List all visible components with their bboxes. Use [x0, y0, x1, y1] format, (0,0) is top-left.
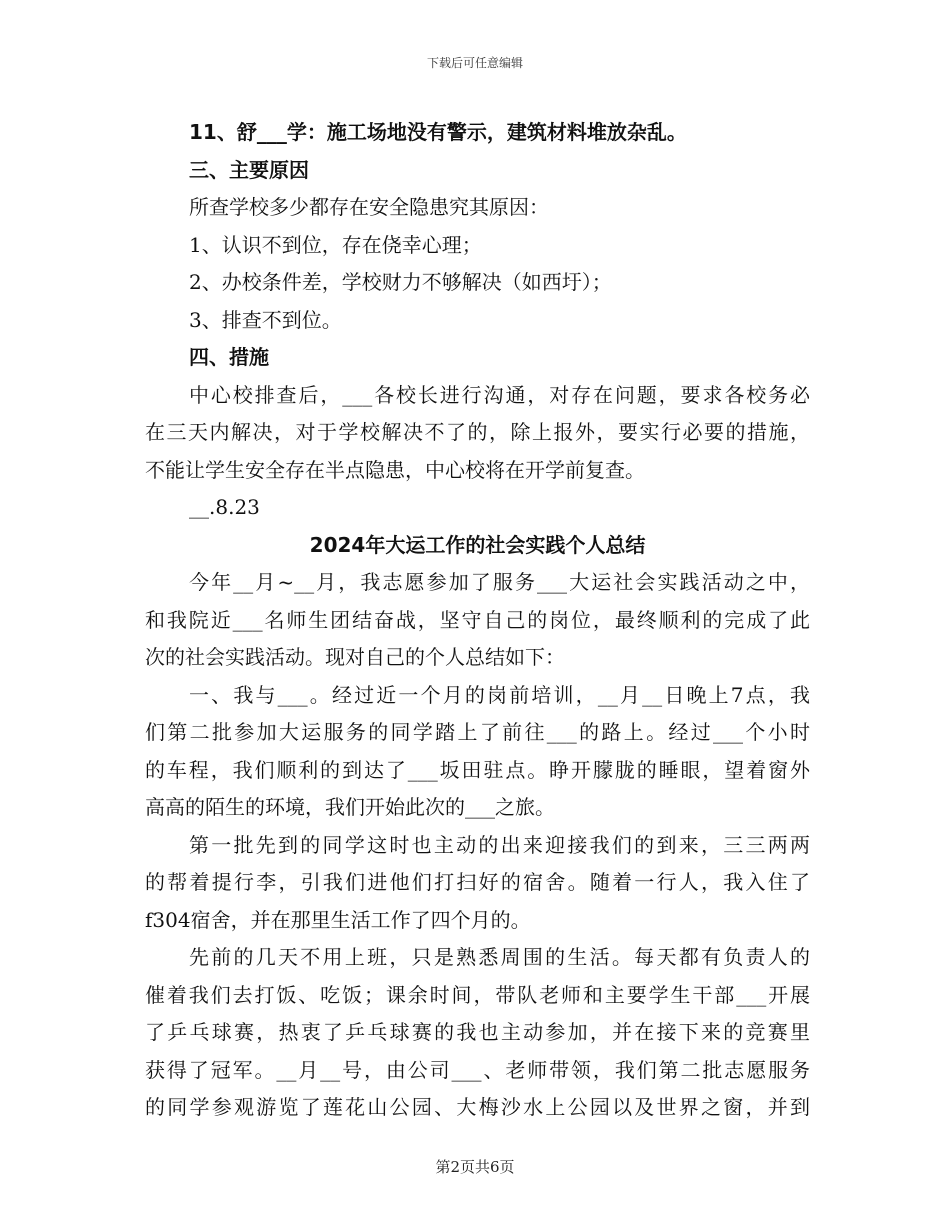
text-line: 四、措施 [189, 345, 269, 369]
text-line: 三、主要原因 [189, 157, 309, 182]
text-line: 催着我们去打饭、吃饭；课余时间，带队老师和主要学生干部___开展 [145, 982, 810, 1007]
text-line: 的帮着提行李，引我们进他们打扫好的宿舍。随着一行人，我入住了 [145, 870, 810, 894]
text-line: 3、排查不到位。 [189, 307, 342, 332]
text-line: 先前的几天不用上班，只是熟悉周围的生活。每天都有负责人的 [189, 945, 810, 969]
text-line: 高高的陌生的环境，我们开始此次的___之旅。 [145, 795, 555, 819]
page-footer: 第2页共6页 [435, 1158, 515, 1176]
document-title: 2024年大运工作的社会实践个人总结 [309, 532, 646, 557]
page-header: 下载后可任意编辑 [426, 56, 523, 70]
text-line: 今年__月~__月，我志愿参加了服务___大运社会实践活动之中， [189, 570, 810, 594]
text-line: 2、办校条件差，学校财力不够解决（如西圩）； [189, 270, 612, 294]
text-line: f304宿舍，并在那里生活工作了四个月的。 [145, 907, 531, 932]
text-line: 不能让学生安全存在半点隐患，中心校将在开学前复查。 [145, 457, 645, 482]
text-line: 一、我与___。经过近一个月的岗前培训，__月__日晚上7点，我 [189, 682, 810, 707]
document-body [145, 114, 810, 1127]
text-line: 们第二批参加大运服务的同学踏上了前往___的路上。经过___个小时 [145, 720, 810, 744]
text-line: 1、认识不到位，存在侥幸心理； [189, 232, 482, 257]
text-line: 的同学参观游览了莲花山公园、大梅沙水上公园以及世界之窗，并到 [145, 1095, 810, 1119]
text-line: 和我院近___名师生团结奋战，坚守自己的岗位，最终顺利的完成了此 [145, 607, 810, 632]
text-line: 第一批先到的同学这时也主动的出来迎接我们的到来，三三两两 [189, 832, 810, 857]
text-line: 在三天内解决，对于学校解决不了的，除上报外，要实行必要的措施， [145, 420, 810, 444]
text-line: 的车程，我们顺利的到达了___坂田驻点。睁开朦胧的睡眼，望着窗外 [145, 757, 810, 782]
text-line: 11、舒___学：施工场地没有警示，建筑材料堆放杂乱。 [189, 120, 687, 144]
text-line: 了乒乓球赛，热衷了乒乓球赛的我也主动参加，并在接下来的竞赛里 [145, 1020, 810, 1044]
text-line: 获得了冠军。__月__号，由公司___、老师带领，我们第二批志愿服务 [145, 1057, 810, 1082]
text-line: 次的社会实践活动。现对自己的个人总结如下： [145, 645, 565, 669]
text-line: __.8.23 [189, 495, 260, 519]
text-line: 所查学校多少都存在安全隐患究其原因： [189, 195, 549, 219]
text-line: 中心校排查后，___各校长进行沟通，对存在问题，要求各校务必 [189, 382, 810, 407]
